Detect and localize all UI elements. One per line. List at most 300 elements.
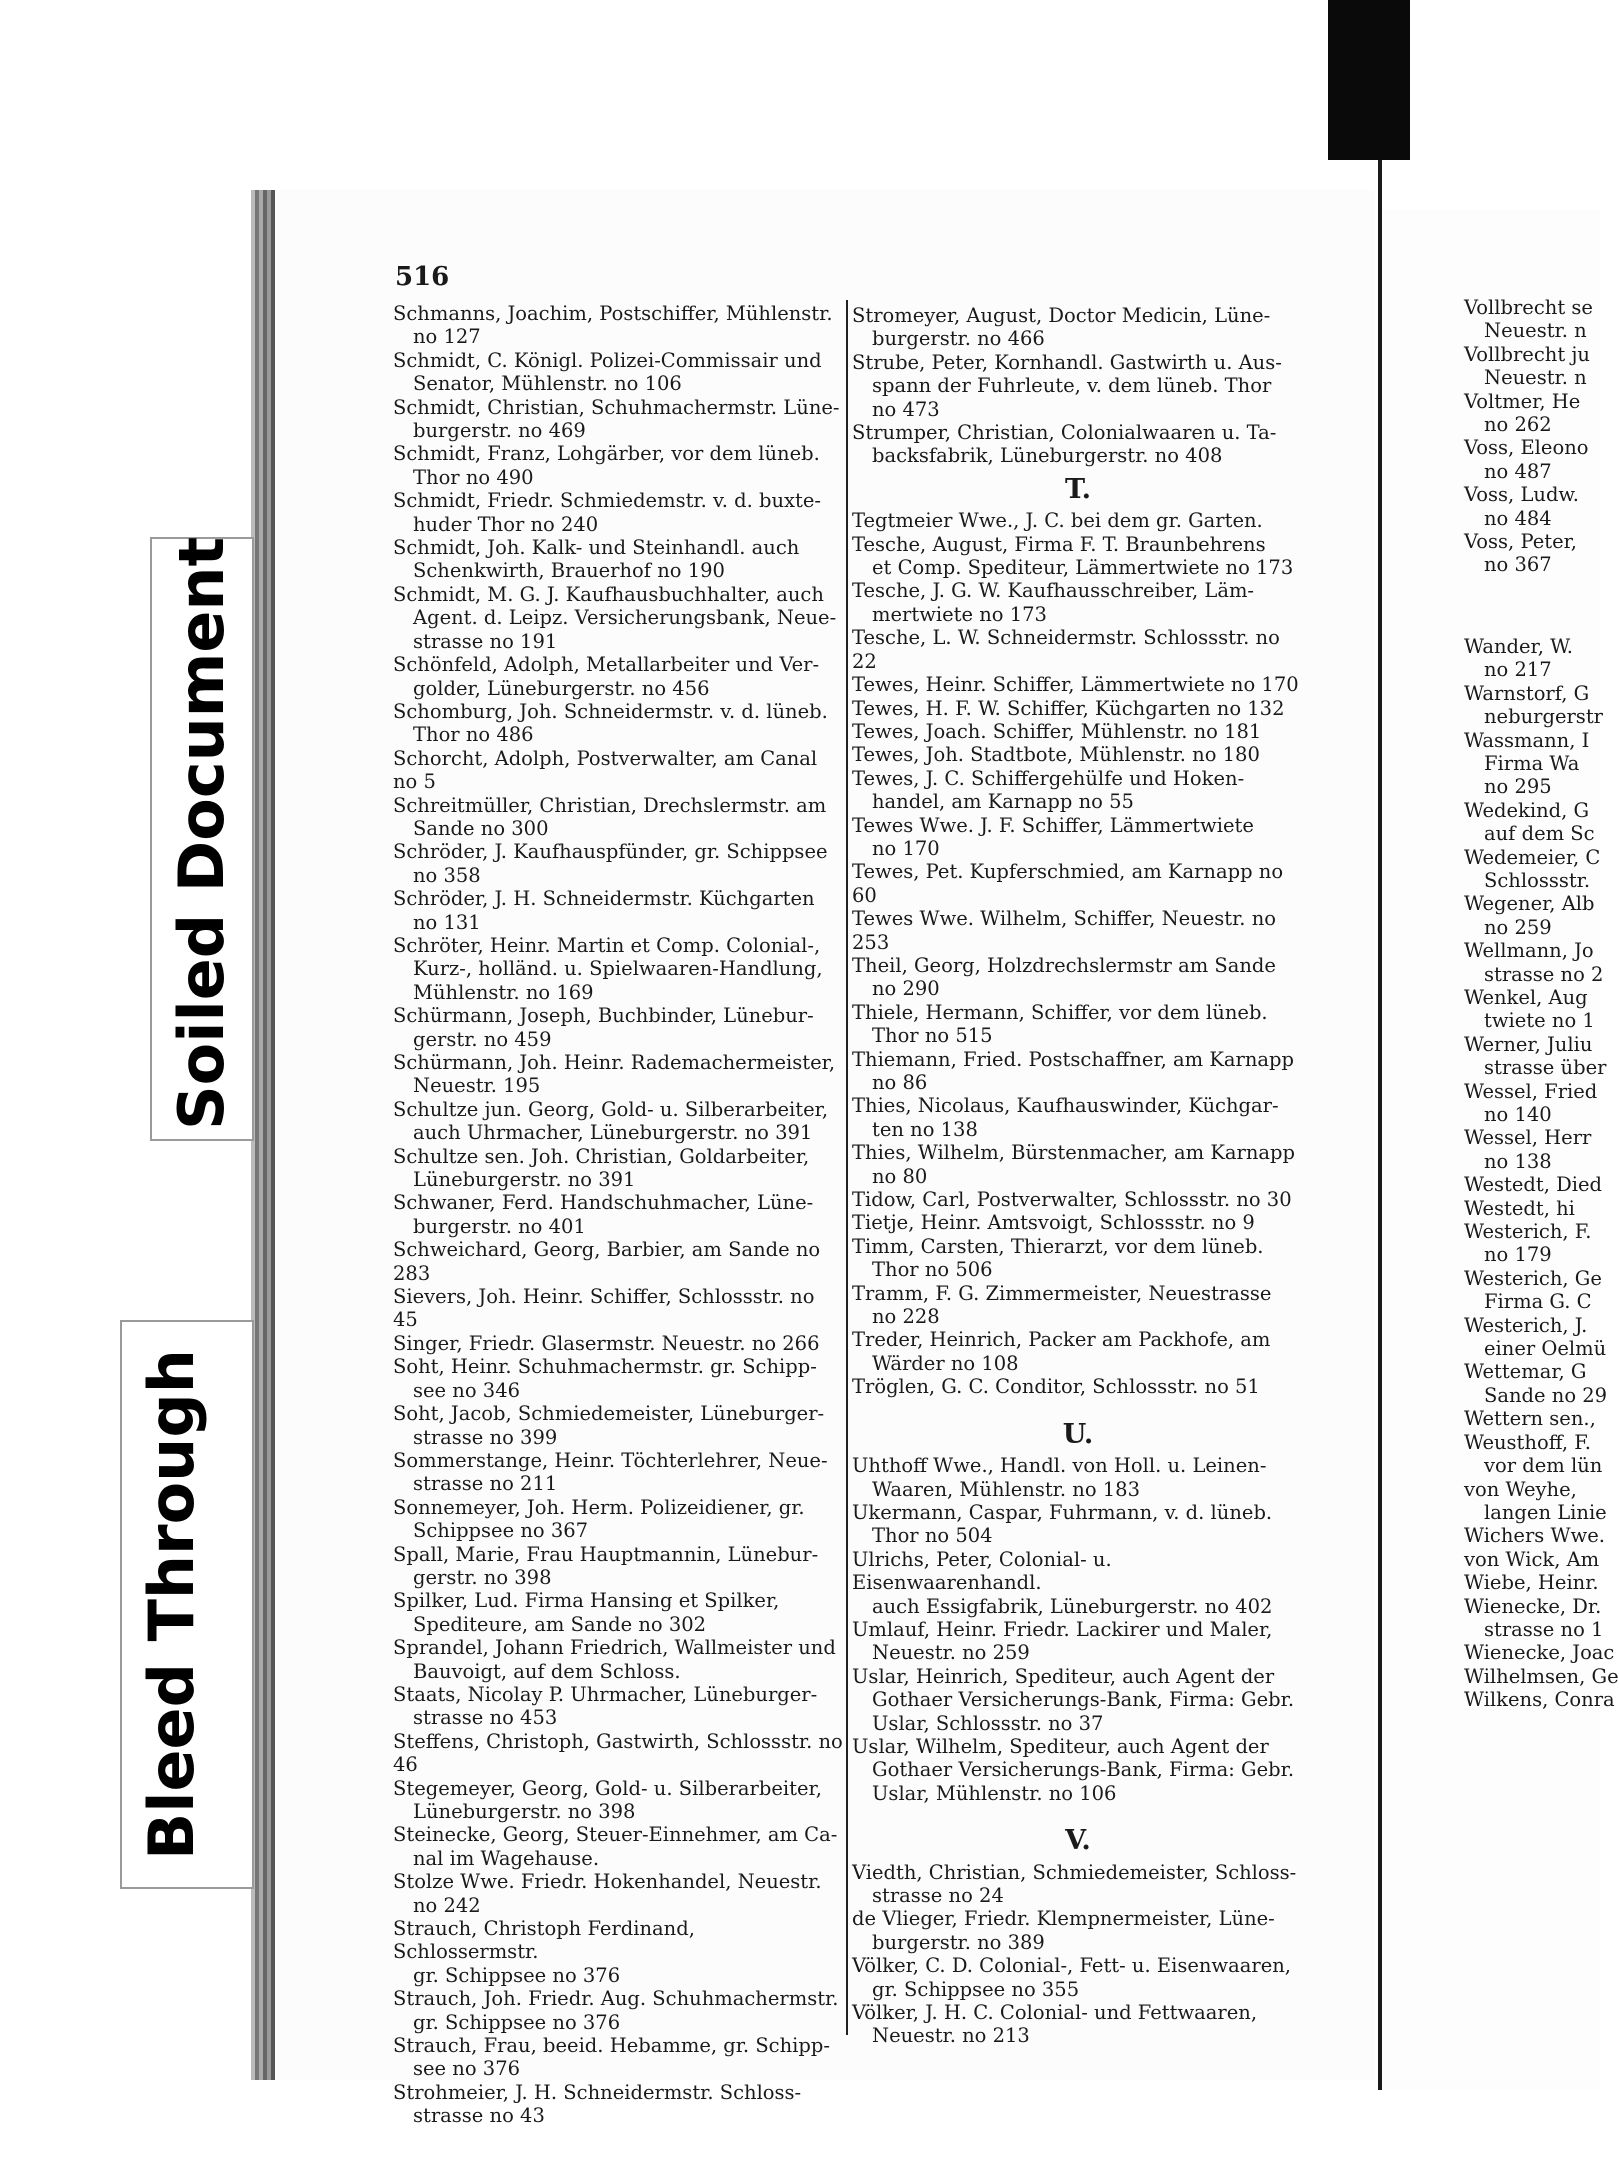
entry-continuation: Schenkwirth, Brauerhof no 190 (413, 559, 725, 583)
entry-name: Uslar, Wilhelm, Spediteur, auch Agent der (852, 1734, 1269, 1758)
facing-entry (1464, 939, 1604, 986)
entry-name: Wessel, Herr (1464, 1126, 1592, 1150)
entry-name: Strumper, Christian, Colonialwaaren u. Ta- (852, 421, 1277, 445)
directory-entry (393, 1402, 843, 1449)
directory-entry (393, 1683, 843, 1730)
entry-continuation: backsfabrik, Lüneburgerstr. no 408 (872, 444, 1223, 468)
directory-entry (393, 583, 843, 653)
entry-name: Strube, Peter, Kornhandl. Gastwirth u. Aus- (852, 350, 1282, 374)
entry-continuation: auf dem Sc (1484, 822, 1595, 846)
entry-name: Schultze sen. Joh. Christian, Goldarbeiter, (393, 1144, 810, 1168)
directory-entry (852, 1501, 1304, 1548)
directory-entry (852, 1211, 1304, 1234)
entry-name: Schröder, J. H. Schneidermstr. Küchgarten (393, 887, 815, 911)
entry-continuation: spann der Fuhrleute, v. dem lüneb. Thor (872, 374, 1272, 398)
entry-name: Wienecke, Joac (1464, 1641, 1615, 1665)
entry-continuation: Neuestr. no 259 (872, 1641, 1030, 1665)
entry-name: Schröder, J. Kaufhauspfünder, gr. Schippsee (393, 840, 828, 864)
entry-continuation: no 484 (1484, 506, 1552, 530)
directory-entry (393, 934, 843, 1004)
entry-name: Tesche, L. W. Schneidermstr. Schlossstr. no 22 (852, 626, 1280, 673)
entry-continuation: no 295 (1484, 775, 1552, 799)
directory-entry (852, 626, 1304, 673)
facing-entry (1464, 1173, 1604, 1196)
soiled-document-label: Soiled Document (165, 536, 238, 1130)
facing-entry (1464, 1664, 1619, 1688)
entry-continuation: ten no 138 (872, 1117, 978, 1141)
directory-entry (393, 442, 843, 489)
entry-continuation: strasse no 2 (1484, 962, 1604, 986)
section-letter-t: T. (1064, 473, 1091, 505)
entry-continuation: no 262 (1484, 413, 1552, 437)
directory-entry (393, 2034, 843, 2081)
entry-continuation: gr. Schippsee no 376 (413, 1963, 621, 1987)
entry-name: Tewes, J. C. Schiffergehülfe und Hoken- (852, 766, 1245, 790)
entry-continuation: gerstr. no 459 (413, 1027, 552, 1051)
directory-entry (852, 1048, 1304, 1095)
facing-entry (1464, 799, 1604, 846)
directory-entry (852, 1907, 1304, 1954)
directory-entry (393, 1777, 843, 1824)
entry-continuation: no 242 (413, 1893, 481, 1917)
facing-entry (1464, 635, 1604, 682)
entry-name: von Wick, Am (1464, 1547, 1600, 1571)
directory-entry (393, 1987, 843, 2034)
entry-name: Schomburg, Joh. Schneidermstr. v. d. lüneb. (393, 699, 828, 723)
directory-entry (393, 794, 843, 841)
directory-entry (393, 1355, 843, 1402)
facing-entry (1464, 1595, 1604, 1642)
entry-name: Thies, Nicolaus, Kaufhauswinder, Küchgar- (852, 1094, 1279, 1118)
entry-continuation: burgerstr. no 466 (872, 327, 1045, 351)
facing-entry (1464, 1407, 1604, 1430)
entry-continuation: langen Linie (1484, 1500, 1607, 1524)
directory-entry (852, 1954, 1304, 2001)
directory-entry (393, 1449, 843, 1496)
directory-entry (393, 1589, 843, 1636)
entry-continuation: Sande no 29 (1484, 1383, 1608, 1407)
entry-name: de Vlieger, Friedr. Klempnermeister, Lüne- (852, 1907, 1275, 1931)
directory-entry (852, 1094, 1304, 1141)
entry-continuation: Bauvoigt, auf dem Schloss. (413, 1659, 681, 1683)
entry-name: Vollbrecht se (1464, 296, 1593, 319)
directory-entry (393, 747, 843, 794)
entry-name: Treder, Heinrich, Packer am Packhofe, am (852, 1328, 1271, 1352)
entry-name: Spall, Marie, Frau Hauptmannin, Lünebur- (393, 1542, 819, 1566)
entry-name: Tröglen, G. C. Conditor, Schlossstr. no 51 (852, 1375, 1260, 1399)
entry-name: Sprandel, Johann Friedrich, Wallmeister und (393, 1636, 836, 1660)
directory-entry (393, 1332, 843, 1355)
entry-continuation: no 473 (872, 397, 940, 421)
entry-continuation: Firma Wa (1484, 751, 1580, 775)
entry-name: Tewes, H. F. W. Schiffer, Küchgarten no 132 (852, 696, 1285, 720)
entry-name: Wedekind, G (1464, 798, 1590, 822)
directory-entry (852, 533, 1304, 580)
entry-name: Ulrichs, Peter, Colonial- u. Eisenwaarenhandl. (852, 1547, 1112, 1595)
entry-name: Voltmer, He (1464, 389, 1581, 413)
entry-name: Tegtmeier Wwe., J. C. bei dem gr. Garten. (852, 509, 1263, 533)
directory-entry (852, 1328, 1304, 1375)
facing-entry (1464, 986, 1604, 1033)
directory-entry (852, 1188, 1304, 1211)
entry-name: Singer, Friedr. Glasermstr. Neuestr. no 266 (393, 1331, 820, 1355)
entry-continuation: Neuestr. no 213 (872, 2024, 1030, 2048)
entry-name: Schwaner, Ferd. Handschuhmacher, Lüne- (393, 1191, 814, 1215)
entry-name: Wienecke, Dr. (1464, 1594, 1602, 1618)
entry-name: Schmidt, Joh. Kalk- und Steinhandl. auch (393, 536, 800, 560)
entry-continuation: Gothaer Versicherungs-Bank, Firma: Gebr. (872, 1758, 1295, 1782)
entry-name: Tesche, J. G. W. Kaufhausschreiber, Läm- (852, 579, 1255, 603)
entry-name: Timm, Carsten, Thierarzt, vor dem lüneb. (852, 1234, 1264, 1258)
entry-continuation: Thor no 486 (413, 723, 534, 747)
entry-name: Staats, Nicolay P. Uhrmacher, Lüneburger- (393, 1682, 818, 1706)
entry-continuation: no 367 (1484, 553, 1552, 577)
facing-entry (1464, 1524, 1604, 1547)
entry-name: Schmidt, C. Königl. Polizei-Commissair und (393, 348, 822, 372)
entry-continuation: Spediteure, am Sande no 302 (413, 1612, 707, 1636)
entry-name: Thiele, Hermann, Schiffer, vor dem lüneb. (852, 1000, 1268, 1024)
entry-name: Tewes, Heinr. Schiffer, Lämmertwiete no 170 (852, 673, 1299, 697)
entry-name: Tidow, Carl, Postverwalter, Schlossstr. no 30 (852, 1188, 1292, 1212)
entry-continuation: strasse no 399 (413, 1425, 558, 1449)
directory-entry (852, 1282, 1304, 1329)
entry-continuation: no 290 (872, 977, 940, 1001)
entry-continuation: nal im Wagehause. (413, 1846, 600, 1870)
facing-entry (1464, 343, 1604, 390)
entry-name: Strohmeier, J. H. Schneidermstr. Schloss- (393, 2080, 802, 2104)
entry-continuation: Kurz-, holländ. u. Spielwaaren-Handlung, (413, 957, 823, 981)
directory-entry (393, 1917, 843, 1987)
entry-name: Wegener, Alb (1464, 892, 1595, 916)
directory-entry (393, 1870, 843, 1917)
entry-continuation: et Comp. Spediteur, Lämmertwiete no 173 (872, 556, 1294, 580)
facing-entry (1464, 436, 1604, 483)
directory-entry (852, 954, 1304, 1001)
entry-name: Schmidt, Friedr. Schmiedemstr. v. d. buxte- (393, 489, 821, 513)
directory-entry (852, 907, 1304, 954)
entry-continuation: no 80 (872, 1164, 928, 1188)
entry-continuation: gr. Schippsee no 355 (872, 1977, 1080, 2001)
entry-continuation: twiete no 1 (1484, 1009, 1595, 1033)
directory-entry (852, 1375, 1304, 1398)
entry-continuation: no 358 (413, 863, 481, 887)
entry-continuation: Thor no 506 (872, 1258, 993, 1282)
entry-name: Soht, Heinr. Schuhmachermstr. gr. Schipp- (393, 1355, 817, 1379)
entry-name: Uhthoff Wwe., Handl. von Holl. u. Leinen- (852, 1454, 1267, 1478)
entry-name: Thies, Wilhelm, Bürstenmacher, am Karnapp (852, 1141, 1295, 1165)
entry-name: Wenkel, Aug (1464, 985, 1588, 1009)
entry-continuation: Schlossstr. (1484, 868, 1591, 892)
entry-name: Sonnemeyer, Joh. Herm. Polizeidiener, gr. (393, 1495, 805, 1519)
entry-continuation: gerstr. no 398 (413, 1565, 552, 1589)
entry-name: Schmidt, M. G. J. Kaufhausbuchhalter, auch (393, 582, 824, 606)
entry-name: Tietje, Heinr. Amtsvoigt, Schlossstr. no 9 (852, 1211, 1255, 1235)
entry-continuation: Lüneburgerstr. no 398 (413, 1800, 636, 1823)
directory-entry (852, 1141, 1304, 1188)
directory-entry (393, 1496, 843, 1543)
middle-column (852, 304, 1304, 2048)
directory-entry (393, 1145, 843, 1192)
entry-name: Schmidt, Franz, Lohgärber, vor dem lüneb. (393, 442, 820, 466)
entry-continuation: handel, am Karnapp no 55 (872, 790, 1134, 814)
entry-name: Thiemann, Fried. Postschaffner, am Karnapp (852, 1047, 1295, 1071)
entry-continuation: Sande no 300 (413, 816, 549, 840)
entry-continuation: Firma G. C (1484, 1290, 1592, 1314)
directory-entry (852, 1001, 1304, 1048)
directory-entry (852, 767, 1304, 814)
directory-entry (852, 1618, 1304, 1665)
directory-entry (393, 653, 843, 700)
entry-continuation: no 259 (1484, 915, 1552, 939)
directory-entry (393, 1636, 843, 1683)
entry-continuation: no 179 (1484, 1243, 1552, 1267)
entry-continuation: Thor no 515 (872, 1024, 993, 1048)
directory-entry (393, 1004, 843, 1051)
entry-name: von Weyhe, (1464, 1477, 1577, 1501)
entry-continuation: gr. Schippsee no 376 (413, 2010, 621, 2034)
entry-name: Wilkens, Conra (1464, 1688, 1615, 1712)
directory-entry (852, 579, 1304, 626)
facing-entry (1464, 1267, 1604, 1314)
directory-entry (852, 860, 1304, 907)
scan-border-dark (1328, 0, 1410, 160)
column-divider (846, 300, 848, 2035)
facing-entry (1464, 1313, 1607, 1361)
directory-entry (393, 1051, 843, 1098)
entry-name: Schreitmüller, Christian, Drechslermstr. am (393, 793, 827, 817)
facing-page-column (1464, 296, 1619, 1712)
page-gutter (1378, 160, 1382, 2090)
directory-entry (393, 2081, 843, 2128)
entry-continuation: see no 346 (413, 1378, 521, 1402)
entry-continuation: no 170 (872, 836, 940, 860)
directory-entry (393, 1543, 843, 1590)
entry-name: Völker, C. D. Colonial-, Fett- u. Eisenwaaren, (852, 1954, 1291, 1978)
entry-name: Strauch, Christoph Ferdinand, Schlossermstr. (393, 1917, 695, 1964)
entry-continuation: burgerstr. no 401 (413, 1214, 586, 1238)
entry-continuation: strasse no 453 (413, 1706, 558, 1730)
facing-entry (1464, 1571, 1604, 1594)
entry-continuation: see no 376 (413, 2057, 521, 2081)
entry-name: Stegemeyer, Georg, Gold- u. Silberarbeiter, (393, 1776, 822, 1800)
entry-continuation: Gothaer Versicherungs-Bank, Firma: Gebr. (872, 1688, 1295, 1712)
entry-name: Schmanns, Joachim, Postschiffer, Mühlenstr. (393, 302, 833, 325)
facing-entry (1464, 1688, 1615, 1712)
facing-entry (1464, 682, 1604, 729)
entry-name: Völker, J. H. C. Colonial- und Fettwaaren, (852, 2001, 1258, 2025)
entry-name: Stromeyer, August, Doctor Medicin, Lüne- (852, 304, 1271, 327)
facing-entry (1464, 1220, 1604, 1267)
entry-continuation: golder, Lüneburgerstr. no 456 (413, 676, 710, 700)
entry-name: Schweichard, Georg, Barbier, am Sande no 283 (393, 1238, 821, 1285)
directory-entry (852, 351, 1304, 421)
directory-entry (393, 840, 843, 887)
facing-entry (1464, 483, 1604, 530)
entry-name: Wettemar, G (1464, 1360, 1587, 1384)
left-column (393, 302, 843, 2128)
entry-continuation: no 131 (413, 910, 481, 934)
directory-entry (852, 720, 1304, 743)
facing-entry (1464, 892, 1604, 939)
directory-entry (393, 302, 843, 349)
entry-continuation: huder Thor no 240 (413, 512, 599, 536)
facing-entry (1464, 390, 1604, 437)
entry-name: Wichers Wwe. (1464, 1524, 1605, 1548)
entry-continuation: vor dem lün (1484, 1454, 1603, 1478)
entry-name: Wedemeier, C (1464, 845, 1601, 869)
entry-continuation: mertwiete no 173 (872, 602, 1047, 626)
directory-entry (852, 1861, 1304, 1908)
entry-name: Steffens, Christoph, Gastwirth, Schlossstr. no 46 (393, 1729, 843, 1777)
directory-entry (393, 489, 843, 536)
entry-continuation: Neuestr. 195 (413, 1074, 541, 1098)
entry-continuation: Senator, Mühlenstr. no 106 (413, 372, 682, 396)
entry-name: Wiebe, Heinr. (1464, 1571, 1599, 1595)
entry-name: Westerich, J. (1464, 1313, 1588, 1337)
entry-name: Westerich, Ge (1464, 1266, 1602, 1290)
entry-continuation: no 127 (413, 325, 481, 349)
entry-name: Schürmann, Joh. Heinr. Rademachermeister, (393, 1051, 836, 1074)
entry-continuation: Agent. d. Leipz. Versicherungsbank, Neue- (413, 606, 837, 630)
entry-name: Wettern sen., (1464, 1407, 1596, 1431)
directory-entry (852, 673, 1304, 696)
directory-entry (852, 304, 1304, 351)
entry-continuation: strasse no 211 (413, 1472, 558, 1496)
directory-entry (393, 1098, 843, 1145)
entry-name: Sommerstange, Heinr. Töchterlehrer, Neue- (393, 1448, 828, 1472)
entry-name: Weusthoff, F. (1464, 1430, 1591, 1454)
entry-continuation: strasse no 1 (1484, 1617, 1604, 1641)
entry-continuation: einer Oelmü (1484, 1337, 1607, 1361)
entry-continuation: no 487 (1484, 459, 1552, 483)
directory-entry (852, 1548, 1304, 1618)
entry-continuation: strasse über (1484, 1056, 1607, 1080)
entry-continuation: Lüneburgerstr. no 391 (413, 1168, 636, 1192)
entry-name: Wander, W. (1464, 634, 1573, 658)
directory-entry (393, 349, 843, 396)
entry-continuation: Thor no 504 (872, 1524, 993, 1548)
entry-name: Voss, Ludw. (1464, 483, 1580, 507)
entry-name: Warnstorf, G (1464, 681, 1590, 705)
entry-continuation: burgerstr. no 469 (413, 419, 586, 443)
entry-name: Schmidt, Christian, Schuhmachermstr. Lüne- (393, 395, 840, 419)
entry-name: Wilhelmsen, Ge (1464, 1664, 1619, 1688)
entry-continuation: no 140 (1484, 1103, 1552, 1126)
entry-continuation: no 138 (1484, 1149, 1552, 1173)
section-letter-u: U. (1062, 1418, 1094, 1450)
entry-continuation: strasse no 24 (872, 1884, 1004, 1907)
facing-entry (1464, 1360, 1608, 1407)
entry-continuation: Uslar, Schlossstr. no 37 (872, 1711, 1104, 1735)
entry-name: Westedt, hi (1464, 1196, 1575, 1220)
directory-entry (852, 814, 1304, 861)
directory-entry (852, 1454, 1304, 1501)
directory-entry (393, 1238, 843, 1285)
page-number: 516 (395, 262, 450, 292)
entry-name: Wassmann, I (1464, 728, 1590, 752)
directory-entry (852, 1235, 1304, 1282)
facing-entry (1464, 1080, 1604, 1127)
directory-entry (393, 1823, 843, 1870)
facing-entry (1464, 846, 1604, 893)
entry-name: Tewes, Joh. Stadtbote, Mühlenstr. no 180 (852, 743, 1260, 767)
facing-entry (1464, 1197, 1604, 1220)
facing-entry (1464, 1032, 1607, 1080)
entry-continuation: Waaren, Mühlenstr. no 183 (872, 1477, 1140, 1501)
entry-name: Umlauf, Heinr. Friedr. Lackirer und Maler, (852, 1617, 1273, 1641)
facing-entry (1464, 530, 1604, 577)
directory-entry (852, 1735, 1304, 1805)
entry-name: Theil, Georg, Holzdrechslermstr am Sande (852, 953, 1276, 977)
facing-entry (1464, 296, 1604, 343)
entry-name: Werner, Juliu (1464, 1032, 1593, 1056)
facing-entry (1464, 1548, 1604, 1571)
entry-name: Schönfeld, Adolph, Metallarbeiter und Ver- (393, 653, 820, 677)
directory-entry (393, 1285, 843, 1332)
entry-name: Spilker, Lud. Firma Hansing et Spilker, (393, 1589, 780, 1613)
entry-name: Strauch, Joh. Friedr. Aug. Schuhmachermstr. (393, 1987, 839, 2011)
entry-name: Westedt, Died (1464, 1173, 1602, 1197)
entry-continuation: strasse no 43 (413, 2104, 545, 2128)
entry-name: Viedth, Christian, Schmiedemeister, Schloss- (852, 1860, 1297, 1884)
entry-continuation: burgerstr. no 389 (872, 1930, 1045, 1954)
entry-continuation: Neuestr. n (1484, 319, 1587, 343)
entry-name: Schultze jun. Georg, Gold- u. Silberarbeiter, (393, 1097, 829, 1121)
entry-continuation: neburgerstr (1484, 705, 1603, 729)
entry-name: Stolze Wwe. Friedr. Hokenhandel, Neuestr. (393, 1870, 822, 1894)
facing-entry (1464, 729, 1604, 799)
entry-name: Ukermann, Caspar, Fuhrmann, v. d. lüneb. (852, 1500, 1273, 1524)
directory-entry (852, 421, 1304, 468)
entry-name: Soht, Jacob, Schmiedemeister, Lüneburger- (393, 1402, 825, 1426)
facing-entry (1464, 1477, 1607, 1525)
section-letter-v: V. (1065, 1825, 1091, 1857)
directory-entry (852, 1665, 1304, 1735)
directory-entry (393, 1191, 843, 1238)
facing-entry (1464, 1126, 1604, 1173)
entry-continuation: auch Essigfabrik, Lüneburgerstr. no 402 (872, 1594, 1273, 1618)
entry-name: Tewes, Joach. Schiffer, Mühlenstr. no 181 (852, 719, 1262, 743)
entry-name: Schorcht, Adolph, Postverwalter, am Canal no 5 (393, 746, 818, 794)
entry-name: Voss, Peter, (1464, 530, 1577, 554)
directory-entry (393, 1730, 843, 1777)
entry-continuation: Mühlenstr. no 169 (413, 980, 594, 1004)
bleed-through-label: Bleed Through (135, 1349, 208, 1860)
entry-name: Tewes, Pet. Kupferschmied, am Karnapp no 60 (852, 860, 1284, 907)
entry-name: Tramm, F. G. Zimmermeister, Neuestrasse (852, 1281, 1272, 1305)
entry-name: Strauch, Frau, beeid. Hebamme, gr. Schipp- (393, 2034, 830, 2058)
entry-name: Wellmann, Jo (1464, 939, 1594, 963)
entry-continuation: Neuestr. n (1484, 366, 1587, 390)
entry-continuation: Schippsee no 367 (413, 1519, 589, 1543)
entry-name: Vollbrecht ju (1464, 342, 1590, 366)
entry-name: Wessel, Fried (1464, 1079, 1598, 1103)
entry-continuation: Wärder no 108 (872, 1351, 1019, 1375)
entry-name: Uslar, Heinrich, Spediteur, auch Agent der (852, 1664, 1275, 1688)
entry-name: Schürmann, Joseph, Buchbinder, Lünebur- (393, 1004, 814, 1028)
directory-entry (852, 2001, 1304, 2048)
entry-name: Westerich, F. (1464, 1220, 1592, 1244)
entry-name: Tewes Wwe. J. F. Schiffer, Lämmertwiete (852, 813, 1254, 837)
facing-entry (1464, 1431, 1604, 1478)
entry-continuation: no 228 (872, 1305, 940, 1329)
directory-entry (852, 697, 1304, 720)
directory-entry (852, 743, 1304, 766)
entry-name: Tewes Wwe. Wilhelm, Schiffer, Neuestr. no 253 (852, 907, 1277, 954)
entry-continuation: Thor no 490 (413, 465, 534, 489)
entry-name: Schröter, Heinr. Martin et Comp. Colonial-, (393, 933, 821, 957)
entry-continuation: Uslar, Mühlenstr. no 106 (872, 1781, 1117, 1805)
